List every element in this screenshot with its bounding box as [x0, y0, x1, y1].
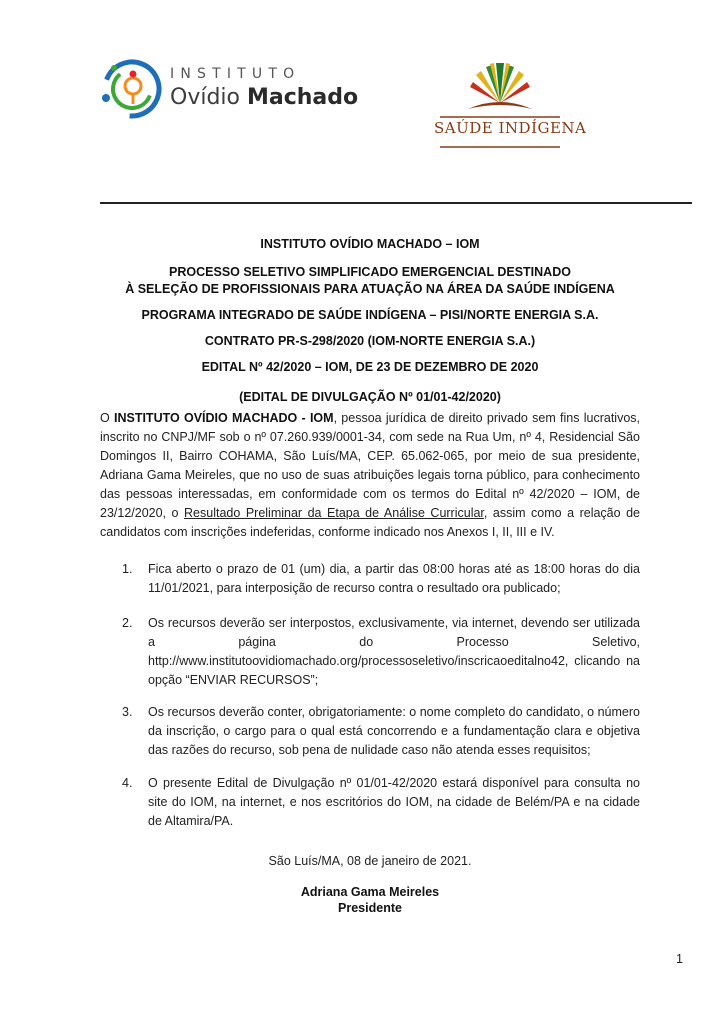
saude-indigena-logo — [430, 55, 587, 155]
contract-heading: CONTRATO PR-S-298/2020 (IOM-NORTE ENERGIA S.A.) — [204, 334, 536, 348]
edital-heading: EDITAL Nº 42/2020 – IOM, DE 23 DE DEZEMBRO DE 2020 — [201, 360, 539, 374]
page-number: 1 — [676, 952, 683, 966]
iom-logo-line2: Ovídio Machado — [170, 85, 359, 110]
saude-indigena-text: SAÚDE INDÍGENA — [434, 119, 587, 137]
feather-headdress-icon — [430, 55, 587, 155]
document-page: INSTITUTO Ovídio Machado SAÚDE INDÍGENA INSTITUTO OVÍDIO MACHADO – IOM PROCESSO SELETIVO SIMPLIFICADO EMERGENCIAL DESTINADO À SELEÇÃO DE PROFISSIONAIS PARA ATUAÇÃO NA ÁREA DA SAÚDE INDÍGENA PROGRAMA INTEGRADO DE SAÚDE INDÍGENA – PISI/NORTE ENERGIA S.A. CONTRATO PR-S-298/2020 (IOM-NORTE ENERGIA S.A.) EDITAL Nº 42/2020 – IOM, DE 23 DE DEZEMBRO DE 2020 (EDITAL DE DIVULGAÇÃO Nº 01/01-42/2020) O INSTITUTO OVÍDIO MACHADO - IOM, pessoa jurídica de direito privado sem fins lucrativos, inscrito no CNPJ/MF sob o nº 07.260.939/0001-34, com sede na Rua Um, nº 4, Residencial São Domingos II, Bairro COHAMA, São Luís/MA, CEP. 65.062-065, por meio de sua presidente, Adriana Gama Meireles, que no uso de suas atribuições legais torna público, para conhecimento das pessoas interessadas, em conformidade com os termos do Edital nº 42/2020 – IOM, de 23/12/2020, o Resultado Preliminar da Etapa de Análise Curricular, assim como a relação de candidatos com inscrições indeferidas, conforme indicado nos Anexos I, II, III e IV. 1. Fica aberto o prazo de 01 (um) dia, a partir das 08:00 horas até as 18:00 horas do dia 11/01/2021, para interposição de recurso contra o resultado ora publicado; 2. Os recursos deverão ser interpostos, exclusivamente, via internet, devendo ser utilizada a página do Processo Seletivo, http://www.institutoovidiomachado.org/processoseletivo/inscricaoeditalno42, clicando na opção “ENVIAR RECURSOS”; 3. Os recursos deverão conter, obrigatoriamente: o nome completo do candidato, o número da inscrição, o cargo para o qual está concorrendo e a fundamentação clara e objetiva das razões do recurso, sob pena de nulidade caso não atenda esses requisitos; 4. O presente Edital de Divulgação nº 01/01-42/2020 estará disponível para consulta no site do IOM, na internet, e nos escritórios do IOM, na cidade de Belém/PA e na cidade de Altamira/PA. São Luís/MA, 08 de janeiro de 2021. Adriana Gama Meireles Presidente 1 — [0, 0, 724, 1024]
header-divider — [100, 202, 692, 204]
iom-logo — [100, 58, 360, 120]
signer-role: Presidente — [338, 901, 402, 915]
iom-logo-line1: INSTITUTO — [170, 66, 301, 82]
signer-name: Adriana Gama Meireles — [300, 885, 440, 899]
resultado-preliminar-text: Resultado Preliminar da Etapa de Análise Curricular — [184, 506, 484, 520]
program-heading: PROGRAMA INTEGRADO DE SAÚDE INDÍGENA – PISI/NORTE ENERGIA S.A. — [141, 308, 599, 322]
process-heading-line1: PROCESSO SELETIVO SIMPLIFICADO EMERGENCIAL DESTINADO — [169, 265, 571, 279]
divulgacao-heading: (EDITAL DE DIVULGAÇÃO Nº 01/01-42/2020) — [239, 390, 501, 404]
org-name-bold: INSTITUTO OVÍDIO MACHADO - IOM — [113, 411, 334, 425]
place-date: São Luís/MA, 08 de janeiro de 2021. — [268, 854, 472, 868]
process-heading-line2: À SELEÇÃO DE PROFISSIONAIS PARA ATUAÇÃO NA ÁREA DA SAÚDE INDÍGENA — [125, 282, 615, 296]
org-heading: INSTITUTO OVÍDIO MACHADO – IOM — [260, 237, 480, 251]
intro-paragraph: O INSTITUTO OVÍDIO MACHADO - IOM, pessoa jurídica de direito privado sem fins lucrativos, inscrito no CNPJ/MF sob o nº 07.260.939/0001-34, com sede na Rua Um, nº 4, Residencial São Domingos II, Bairro COHAMA, São Luís/MA, CEP. 65.062-065, por meio de sua presidente, Adriana Gama Meireles, que no uso de suas atribuições legais torna público, para conhecimento das pessoas interessadas, em conformidade com os termos do Edital nº 42/2020 – IOM, de 23/12/2020, o Resultado Preliminar da Etapa de Análise Curricular, assim como a relação de candidatos com inscrições indeferidas, conforme indicado nos Anexos I, II, III e IV. — [100, 411, 640, 539]
iom-emblem-icon — [100, 58, 166, 120]
